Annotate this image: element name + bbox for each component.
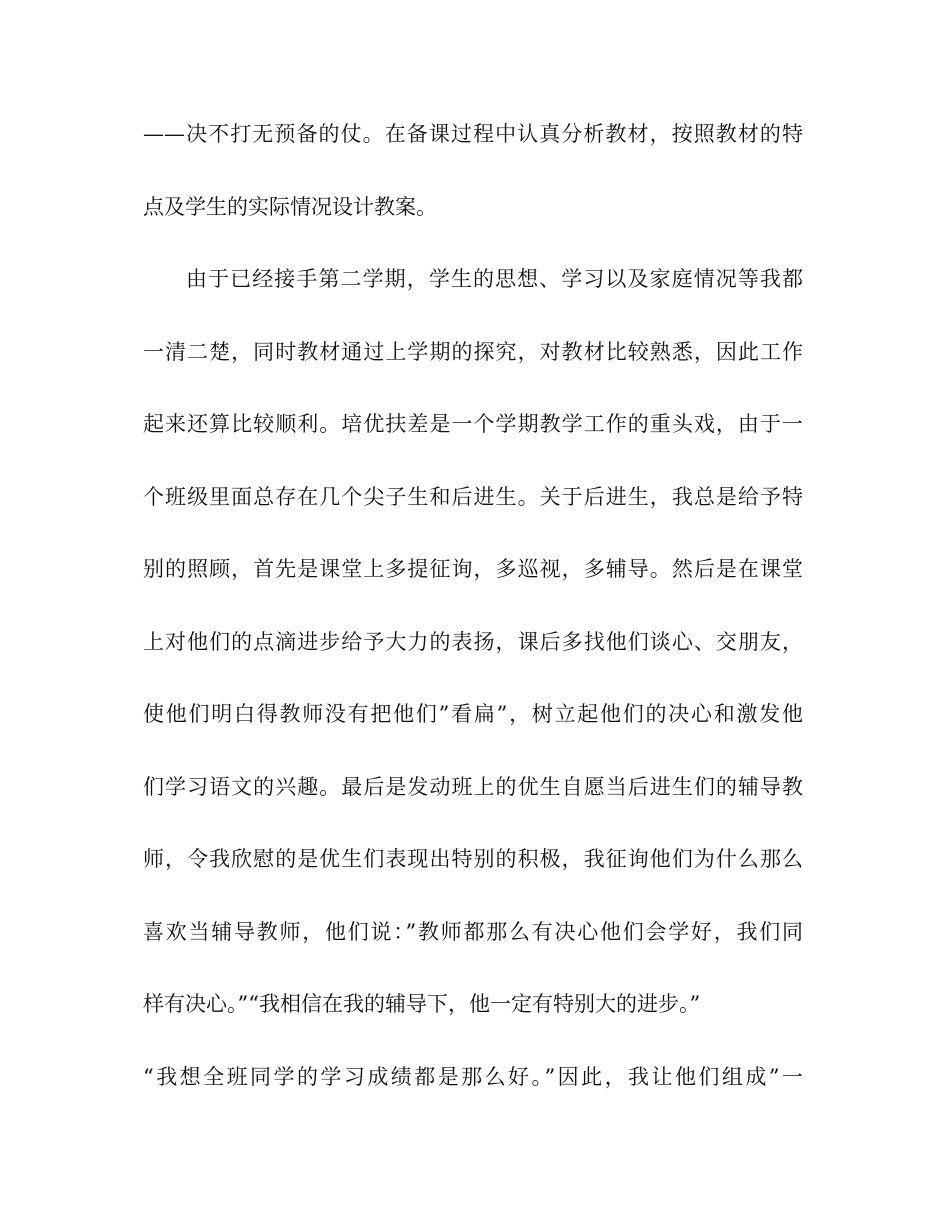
text-line: 上对他们的点滴进步给予大力的表扬，课后多找他们谈心、交朋友， <box>143 629 803 654</box>
text-line: 们学习语文的兴趣。最后是发动班上的优生自愿当后进生们的辅导教 <box>143 774 803 799</box>
text-line: 个班级里面总存在几个尖子生和后进生。关于后进生，我总是给予特 <box>143 484 803 509</box>
text-line: ——决不打无预备的仗。在备课过程中认真分析教材，按照教材的特 <box>143 122 803 146</box>
text-line: 使他们明白得教师没有把他们”看扁”，树立起他们的决心和激发他 <box>143 702 803 726</box>
text-line: 师，令我欣慰的是优生们表现出特别的积极，我征询他们为什么那么 <box>143 847 803 871</box>
text-line: 起来还算比较顺利。培优扶差是一个学期教学工作的重头戏，由于一 <box>143 412 803 436</box>
text-line: 别的照顾，首先是课堂上多提征询，多巡视，多辅导。然后是在课堂 <box>143 557 803 581</box>
text-line: 点及学生的实际情况设计教案。 <box>143 194 437 219</box>
text-line: 喜欢当辅导教师，他们说：”教师都那么有决心他们会学好，我们同 <box>143 919 803 944</box>
text-line: 样有决心。”“我相信在我的辅导下，他一定有特别大的进步。” <box>143 992 701 1016</box>
document-body <box>143 112 803 1127</box>
text-line: “我想全班同学的学习成绩都是那么好。”因此，我让他们组成”一 <box>143 1064 803 1089</box>
paragraph-first-line: 由于已经接手第二学期，学生的思想、学习以及家庭情况等我都 <box>186 267 803 291</box>
text-line: 一清二楚，同时教材通过上学期的探究，对教材比较熟悉，因此工作 <box>143 339 803 364</box>
